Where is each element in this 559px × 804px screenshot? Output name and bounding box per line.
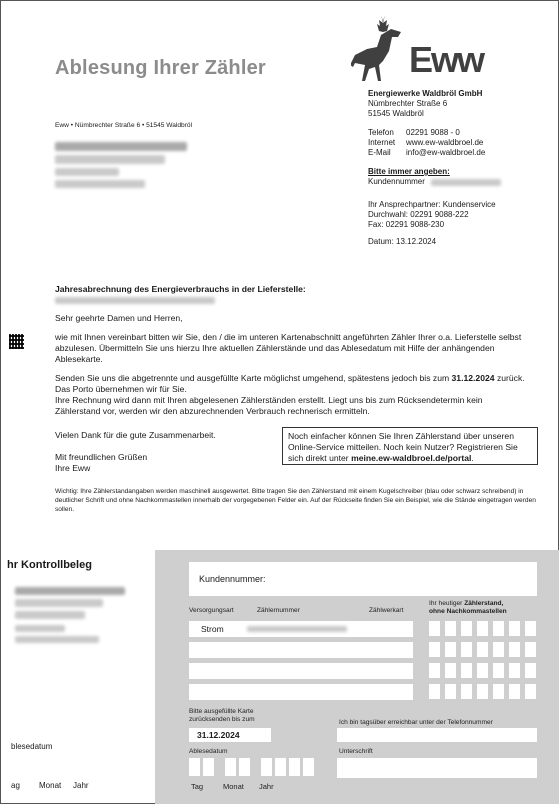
company-name: Energiewerke Waldbröl GmbH	[368, 89, 483, 98]
meter-row-3	[189, 663, 413, 679]
meter-row-2	[189, 642, 413, 658]
stag-logo-icon	[351, 13, 407, 81]
supply-type-strom: Strom	[201, 624, 224, 634]
company-info	[368, 89, 548, 247]
return-by-label: Bitte ausgefüllte Karte zurücksenden bis zum	[189, 708, 255, 723]
reading-date-label: Ablesedatum	[189, 748, 228, 755]
reading-header: Ihr heutiger Zählerstand, ohne Nachkommastellen	[429, 600, 507, 615]
year-label: Jahr	[259, 782, 274, 791]
left-monat-label: Monat	[39, 781, 62, 790]
letter-greeting: Sehr geehrte Damen und Herren,	[55, 313, 183, 323]
supply-type-header: Versorgungsart	[189, 607, 234, 614]
meter-number-header: Zählernummer	[257, 607, 300, 614]
contact-person: Ihr Ansprechpartner: Kundenservice	[368, 200, 496, 209]
phone-field[interactable]	[337, 728, 537, 742]
reading-card	[155, 550, 559, 804]
customer-number-label: Kundennummer:	[199, 574, 266, 584]
letter-subject: Jahresabrechnung des Energieverbrauchs in der Lieferstelle:	[55, 284, 306, 294]
meter-row-4	[189, 684, 413, 700]
letter-date: Datum: 13.12.2024	[368, 237, 437, 246]
paragraph-2: Senden Sie uns die abgetrennte und ausgefüllte Karte möglichst umgehend, spätestens jedoch bis zum 31.12.2024 zurück. Das Porto übernehmen wir für Sie.	[55, 373, 525, 394]
email-row: E-Mail info@ew-waldbroel.de	[368, 148, 486, 157]
portal-link[interactable]: meine.ew-waldbroel.de/portal	[351, 453, 472, 463]
signature: Ihre Eww	[55, 463, 91, 473]
sender-line: Eww • Nümbrechter Straße 6 • 51545 Waldbröl	[55, 122, 193, 129]
customer-number-row: Kundennummer	[368, 177, 548, 187]
delivery-point-redacted	[55, 297, 215, 304]
signature-label: Unterschrift	[339, 748, 373, 755]
paragraph-1: wie mit Ihnen vereinbart bitten wir Sie, den / die im unteren Kartenabschnitt angeführten Zähler Ihrer o.a. Lieferstelle selbst abzulesen. Übermitteln Sie uns hierzu Ihre aktuellen Zählerstände und das Ablesedatum mit Hilfe der anhängenden Ablesekarte.	[55, 332, 522, 364]
recipient-address	[55, 142, 195, 188]
control-receipt-address	[15, 587, 145, 647]
register-type-header: Zählwerkart	[369, 607, 404, 614]
datamatrix-code-icon	[9, 334, 24, 349]
deadline-date: 31.12.2024	[451, 373, 495, 383]
signature-field[interactable]	[337, 758, 537, 778]
day-label: Tag	[191, 782, 204, 791]
please-specify: Bitte immer angeben:	[368, 167, 450, 176]
company-logo-text: Eww	[409, 39, 484, 80]
return-date-box	[189, 728, 271, 742]
control-receipt-title: hr Kontrollbeleg	[7, 559, 92, 571]
company-street: Nümbrechter Straße 6	[368, 99, 448, 108]
return-date: 31.12.2024	[197, 730, 240, 740]
paragraph-3: Ihre Rechnung wird dann mit Ihren abgelesenen Zählerständen erstellt. Liegt uns bis zum Rücksendetermin kein Zählerstand vor, werden wir den abzurechnenden Verbrauch rechnerisch ermitteln.	[55, 395, 483, 416]
phone-row: Telefon 02291 9088 - 0	[368, 128, 460, 137]
page-title: Ablesung Ihrer Zähler	[55, 57, 266, 79]
meter-row-1	[189, 621, 413, 637]
left-jahr-label: Jahr	[73, 781, 89, 790]
fax-number: Fax: 02291 9088-230	[368, 220, 445, 229]
phone-label: Ich bin tagsüber erreichbar unter der Telefonnummer	[339, 719, 493, 726]
important-note: Wichtig: Ihre Zählerstandangaben werden maschinell ausgewertet. Bitte tragen Sie den Zählerstand mit einem Kugelschreiber (blau oder schwarz schreibend) in deutlicher Schrift und ohne Nachkommastellen innerhalb der vorgegebenen Felder ein. Auf der Rückseite finden Sie ein Beispiel, wie die Stände eingetragen werden sollen.	[55, 488, 536, 513]
direct-dial: Durchwahl: 02291 9088-222	[368, 210, 469, 219]
closing-line: Mit freundlichen Grüßen	[55, 452, 148, 462]
left-ablesedatum-label: blesedatum	[11, 742, 53, 751]
online-service-box: Noch einfacher können Sie Ihren Zählerstand über unseren Online-Service mitteilen. Noch kein Nutzer? Registrieren Sie sich direkt unter meine.ew-waldbroel.de/portal.	[282, 427, 538, 465]
month-label: Monat	[223, 782, 244, 791]
customer-number-field[interactable]	[189, 562, 537, 596]
company-city: 51545 Waldbröl	[368, 109, 424, 118]
thanks-line: Vielen Dank für die gute Zusammenarbeit.	[55, 430, 216, 440]
internet-row: Internet www.ew-waldbroel.de	[368, 138, 484, 147]
left-tag-label: ag	[11, 781, 20, 790]
